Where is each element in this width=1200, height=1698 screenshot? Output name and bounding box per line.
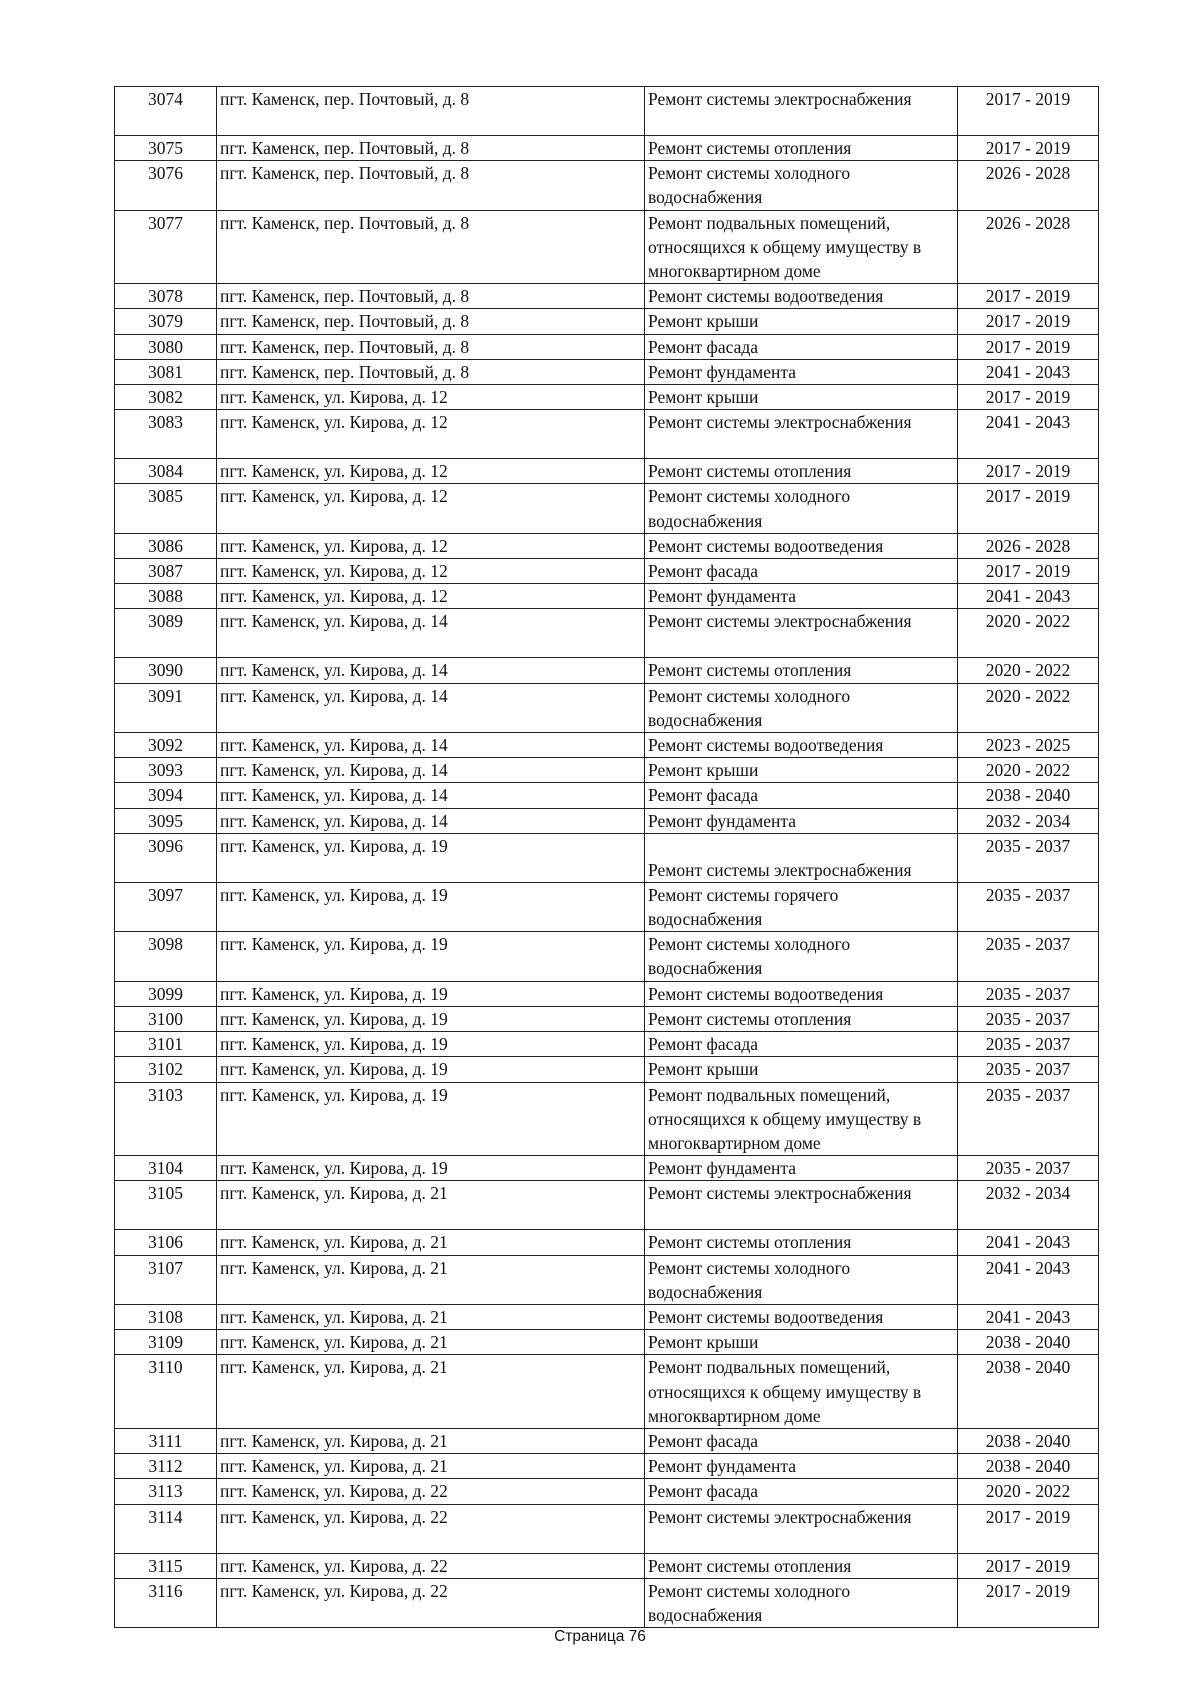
table-row [115,1330,1099,1355]
work-type-cell: Ремонт системы электроснабжения [645,1181,958,1230]
period-cell: 2035 - 2037 [958,1006,1099,1031]
table-row [115,783,1099,808]
work-type-cell: Ремонт системы отопления [645,658,958,683]
work-type-cell: Ремонт системы отопления [645,1553,958,1578]
row-number-cell: 3075 [115,136,217,161]
work-type-cell: Ремонт подвальных помещений, относящихся к общему имуществу в многоквартирном доме [645,1355,958,1429]
row-number-cell: 3097 [115,882,217,931]
table-row [115,1181,1099,1230]
address-cell: пгт. Каменск, ул. Кирова, д. 22 [217,1578,645,1627]
address-cell: пгт. Каменск, ул. Кирова, д. 21 [217,1255,645,1304]
work-type-cell: Ремонт системы электроснабжения [645,609,958,658]
table-row [115,1355,1099,1429]
work-type-cell: Ремонт фасада [645,1479,958,1504]
address-cell: пгт. Каменск, пер. Почтовый, д. 8 [217,87,645,136]
table-row [115,559,1099,584]
period-cell: 2041 - 2043 [958,1255,1099,1304]
address-cell: пгт. Каменск, пер. Почтовый, д. 8 [217,210,645,284]
work-type-cell: Ремонт системы холодного водоснабжения [645,161,958,210]
period-cell: 2020 - 2022 [958,609,1099,658]
work-type-cell: Ремонт системы электроснабжения [645,1504,958,1553]
period-cell: 2017 - 2019 [958,1553,1099,1578]
row-number-cell: 3096 [115,833,217,882]
row-number-cell: 3080 [115,334,217,359]
address-cell: пгт. Каменск, ул. Кирова, д. 19 [217,833,645,882]
work-type-cell: Ремонт системы электроснабжения [645,410,958,459]
table-row [115,309,1099,334]
table-row [115,808,1099,833]
row-number-cell: 3116 [115,1578,217,1627]
address-cell: пгт. Каменск, ул. Кирова, д. 22 [217,1479,645,1504]
work-type-cell: Ремонт системы холодного водоснабжения [645,683,958,732]
work-type-cell: Ремонт фундамента [645,1454,958,1479]
address-cell: пгт. Каменск, ул. Кирова, д. 14 [217,808,645,833]
work-type-cell: Ремонт фундамента [645,808,958,833]
table-row [115,410,1099,459]
address-cell: пгт. Каменск, ул. Кирова, д. 14 [217,683,645,732]
row-number-cell: 3081 [115,359,217,384]
period-cell: 2017 - 2019 [958,484,1099,533]
table-row [115,459,1099,484]
address-cell: пгт. Каменск, ул. Кирова, д. 14 [217,733,645,758]
address-cell: пгт. Каменск, ул. Кирова, д. 21 [217,1330,645,1355]
row-number-cell: 3085 [115,484,217,533]
table-row [115,1006,1099,1031]
table-row [115,1255,1099,1304]
address-cell: пгт. Каменск, ул. Кирова, д. 21 [217,1355,645,1429]
address-cell: пгт. Каменск, пер. Почтовый, д. 8 [217,359,645,384]
row-number-cell: 3098 [115,932,217,981]
row-number-cell: 3091 [115,683,217,732]
table-row [115,1304,1099,1329]
table-row [115,284,1099,309]
table-row [115,609,1099,658]
table-row [115,136,1099,161]
period-cell: 2023 - 2025 [958,733,1099,758]
address-cell: пгт. Каменск, ул. Кирова, д. 19 [217,882,645,931]
work-type-cell: Ремонт фасада [645,559,958,584]
row-number-cell: 3086 [115,533,217,558]
table-row [115,733,1099,758]
row-number-cell: 3093 [115,758,217,783]
table-row [115,758,1099,783]
address-cell: пгт. Каменск, пер. Почтовый, д. 8 [217,284,645,309]
table-row [115,658,1099,683]
work-type-cell: Ремонт крыши [645,1330,958,1355]
row-number-cell: 3110 [115,1355,217,1429]
table-row [115,359,1099,384]
row-number-cell: 3115 [115,1553,217,1578]
period-cell: 2038 - 2040 [958,1355,1099,1429]
row-number-cell: 3090 [115,658,217,683]
period-cell: 2017 - 2019 [958,1578,1099,1627]
table-row [115,1230,1099,1255]
address-cell: пгт. Каменск, ул. Кирова, д. 14 [217,758,645,783]
period-cell: 2035 - 2037 [958,1032,1099,1057]
row-number-cell: 3105 [115,1181,217,1230]
table-row [115,1032,1099,1057]
work-type-cell: Ремонт фасада [645,1032,958,1057]
period-cell: 2020 - 2022 [958,658,1099,683]
address-cell: пгт. Каменск, ул. Кирова, д. 14 [217,609,645,658]
work-type-cell: Ремонт крыши [645,309,958,334]
table-row [115,683,1099,732]
work-type-cell: Ремонт подвальных помещений, относящихся к общему имуществу в многоквартирном доме [645,210,958,284]
table-row [115,484,1099,533]
address-cell: пгт. Каменск, пер. Почтовый, д. 8 [217,309,645,334]
table-row [115,833,1099,882]
row-number-cell: 3103 [115,1082,217,1156]
works-table [114,86,1099,1628]
period-cell: 2032 - 2034 [958,808,1099,833]
row-number-cell: 3107 [115,1255,217,1304]
period-cell: 2041 - 2043 [958,1304,1099,1329]
address-cell: пгт. Каменск, ул. Кирова, д. 12 [217,533,645,558]
work-type-cell: Ремонт фундамента [645,359,958,384]
period-cell: 2017 - 2019 [958,136,1099,161]
address-cell: пгт. Каменск, ул. Кирова, д. 12 [217,584,645,609]
work-type-cell: Ремонт фундамента [645,1156,958,1181]
row-number-cell: 3111 [115,1428,217,1453]
work-type-cell: Ремонт системы холодного водоснабжения [645,932,958,981]
row-number-cell: 3077 [115,210,217,284]
work-type-cell: Ремонт подвальных помещений, относящихся к общему имуществу в многоквартирном доме [645,1082,958,1156]
period-cell: 2038 - 2040 [958,1428,1099,1453]
address-cell: пгт. Каменск, ул. Кирова, д. 12 [217,459,645,484]
address-cell: пгт. Каменск, пер. Почтовый, д. 8 [217,161,645,210]
row-number-cell: 3112 [115,1454,217,1479]
row-number-cell: 3084 [115,459,217,484]
work-type-cell: Ремонт системы холодного водоснабжения [645,1255,958,1304]
address-cell: пгт. Каменск, ул. Кирова, д. 19 [217,1006,645,1031]
period-cell: 2026 - 2028 [958,161,1099,210]
work-type-cell: Ремонт системы водоотведения [645,981,958,1006]
period-cell: 2035 - 2037 [958,1057,1099,1082]
address-cell: пгт. Каменск, ул. Кирова, д. 21 [217,1230,645,1255]
work-type-cell: Ремонт системы горячего водоснабжения [645,882,958,931]
row-number-cell: 3088 [115,584,217,609]
period-cell: 2017 - 2019 [958,87,1099,136]
address-cell: пгт. Каменск, ул. Кирова, д. 21 [217,1454,645,1479]
table-row [115,533,1099,558]
table-row [115,1479,1099,1504]
row-number-cell: 3082 [115,385,217,410]
row-number-cell: 3101 [115,1032,217,1057]
address-cell: пгт. Каменск, ул. Кирова, д. 12 [217,385,645,410]
address-cell: пгт. Каменск, ул. Кирова, д. 19 [217,1032,645,1057]
address-cell: пгт. Каменск, ул. Кирова, д. 22 [217,1504,645,1553]
work-type-cell: Ремонт системы водоотведения [645,533,958,558]
row-number-cell: 3083 [115,410,217,459]
period-cell: 2041 - 2043 [958,410,1099,459]
period-cell: 2038 - 2040 [958,1330,1099,1355]
row-number-cell: 3114 [115,1504,217,1553]
address-cell: пгт. Каменск, пер. Почтовый, д. 8 [217,136,645,161]
row-number-cell: 3102 [115,1057,217,1082]
table-row [115,1454,1099,1479]
work-type-cell: Ремонт крыши [645,758,958,783]
table-row [115,882,1099,931]
work-type-cell: Ремонт системы отопления [645,459,958,484]
address-cell: пгт. Каменск, ул. Кирова, д. 14 [217,783,645,808]
period-cell: 2017 - 2019 [958,334,1099,359]
address-cell: пгт. Каменск, ул. Кирова, д. 12 [217,410,645,459]
period-cell: 2017 - 2019 [958,385,1099,410]
table-row [115,1553,1099,1578]
address-cell: пгт. Каменск, ул. Кирова, д. 21 [217,1304,645,1329]
work-type-cell: Ремонт фундамента [645,584,958,609]
table-row [115,87,1099,136]
period-cell: 2026 - 2028 [958,210,1099,284]
row-number-cell: 3113 [115,1479,217,1504]
row-number-cell: 3109 [115,1330,217,1355]
work-type-cell: Ремонт системы водоотведения [645,284,958,309]
work-type-cell: Ремонт крыши [645,1057,958,1082]
period-cell: 2038 - 2040 [958,1454,1099,1479]
work-type-cell: Ремонт системы электроснабжения [645,87,958,136]
work-type-cell: Ремонт системы водоотведения [645,1304,958,1329]
row-number-cell: 3094 [115,783,217,808]
address-cell: пгт. Каменск, ул. Кирова, д. 19 [217,981,645,1006]
work-type-cell: Ремонт системы водоотведения [645,733,958,758]
period-cell: 2020 - 2022 [958,1479,1099,1504]
period-cell: 2017 - 2019 [958,559,1099,584]
period-cell: 2017 - 2019 [958,459,1099,484]
row-number-cell: 3079 [115,309,217,334]
table-row [115,1156,1099,1181]
address-cell: пгт. Каменск, ул. Кирова, д. 22 [217,1553,645,1578]
address-cell: пгт. Каменск, ул. Кирова, д. 12 [217,484,645,533]
table-row [115,1578,1099,1627]
table-row [115,1057,1099,1082]
table-row [115,334,1099,359]
period-cell: 2035 - 2037 [958,1156,1099,1181]
table-row [115,1504,1099,1553]
period-cell: 2032 - 2034 [958,1181,1099,1230]
period-cell: 2041 - 2043 [958,584,1099,609]
address-cell: пгт. Каменск, ул. Кирова, д. 19 [217,1057,645,1082]
table-row [115,1082,1099,1156]
work-type-cell: Ремонт системы электроснабжения [645,833,958,882]
address-cell: пгт. Каменск, ул. Кирова, д. 21 [217,1428,645,1453]
address-cell: пгт. Каменск, пер. Почтовый, д. 8 [217,334,645,359]
address-cell: пгт. Каменск, ул. Кирова, д. 21 [217,1181,645,1230]
work-type-cell: Ремонт фасада [645,783,958,808]
table-row [115,161,1099,210]
row-number-cell: 3095 [115,808,217,833]
period-cell: 2026 - 2028 [958,533,1099,558]
work-type-cell: Ремонт фасада [645,1428,958,1453]
period-cell: 2038 - 2040 [958,783,1099,808]
period-cell: 2041 - 2043 [958,1230,1099,1255]
table-row [115,1428,1099,1453]
period-cell: 2017 - 2019 [958,309,1099,334]
row-number-cell: 3074 [115,87,217,136]
period-cell: 2020 - 2022 [958,683,1099,732]
row-number-cell: 3106 [115,1230,217,1255]
row-number-cell: 3100 [115,1006,217,1031]
work-type-cell: Ремонт системы отопления [645,1230,958,1255]
row-number-cell: 3089 [115,609,217,658]
table-row [115,385,1099,410]
work-type-cell: Ремонт системы холодного водоснабжения [645,484,958,533]
page-number: Страница 76 [554,1628,646,1645]
period-cell: 2020 - 2022 [958,758,1099,783]
period-cell: 2017 - 2019 [958,284,1099,309]
period-cell: 2035 - 2037 [958,833,1099,882]
work-type-cell: Ремонт системы холодного водоснабжения [645,1578,958,1627]
row-number-cell: 3076 [115,161,217,210]
table-row [115,210,1099,284]
period-cell: 2035 - 2037 [958,882,1099,931]
row-number-cell: 3108 [115,1304,217,1329]
row-number-cell: 3099 [115,981,217,1006]
work-type-cell: Ремонт системы отопления [645,1006,958,1031]
work-type-cell: Ремонт фасада [645,334,958,359]
address-cell: пгт. Каменск, ул. Кирова, д. 19 [217,1082,645,1156]
work-type-cell: Ремонт крыши [645,385,958,410]
address-cell: пгт. Каменск, ул. Кирова, д. 14 [217,658,645,683]
address-cell: пгт. Каменск, ул. Кирова, д. 12 [217,559,645,584]
row-number-cell: 3078 [115,284,217,309]
works-table-body [115,87,1099,1628]
table-row [115,584,1099,609]
table-row [115,981,1099,1006]
period-cell: 2035 - 2037 [958,1082,1099,1156]
row-number-cell: 3104 [115,1156,217,1181]
period-cell: 2035 - 2037 [958,932,1099,981]
period-cell: 2041 - 2043 [958,359,1099,384]
row-number-cell: 3092 [115,733,217,758]
work-type-cell: Ремонт системы отопления [645,136,958,161]
period-cell: 2017 - 2019 [958,1504,1099,1553]
address-cell: пгт. Каменск, ул. Кирова, д. 19 [217,932,645,981]
address-cell: пгт. Каменск, ул. Кирова, д. 19 [217,1156,645,1181]
table-row [115,932,1099,981]
period-cell: 2035 - 2037 [958,981,1099,1006]
row-number-cell: 3087 [115,559,217,584]
